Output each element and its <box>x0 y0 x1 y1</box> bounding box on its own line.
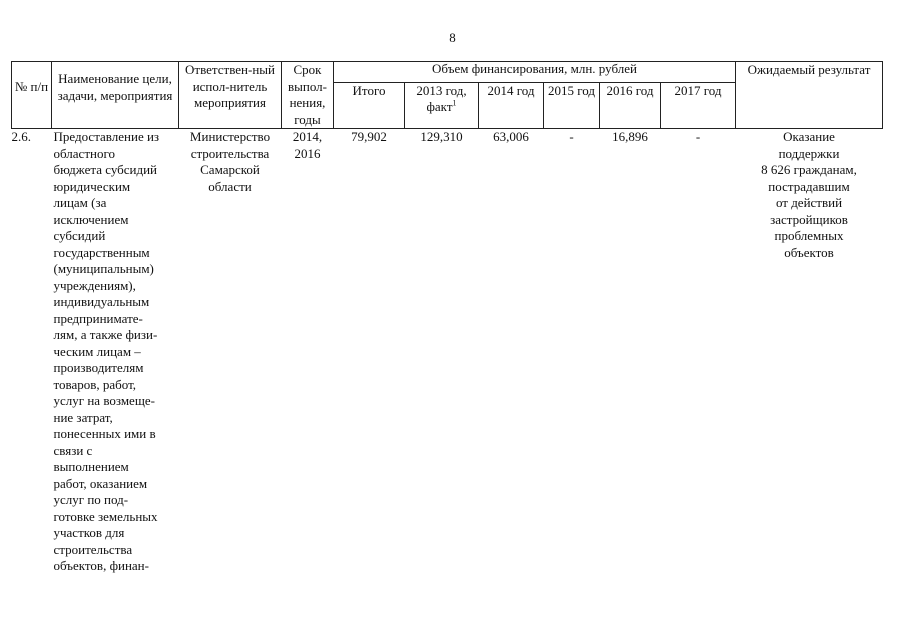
name-line: понесенных ими в <box>53 426 156 441</box>
name-line: юридическим <box>53 178 131 194</box>
header-num: № п/п <box>12 62 52 129</box>
name-line: ческим лицам – <box>53 343 141 359</box>
result-line: объектов <box>784 244 834 260</box>
header-2015: 2015 год <box>544 82 600 129</box>
name-line: услуг по под- <box>53 492 129 507</box>
page-number: 8 <box>449 30 456 45</box>
row-2013: 129,310 <box>420 129 463 144</box>
row-num: 2.6. <box>11 129 31 144</box>
name-line: лицам (за <box>53 195 107 210</box>
result-line: от действий <box>775 195 843 210</box>
name-line: учреждениям), <box>53 277 136 293</box>
header-executor: Ответствен-ный испол-нитель мероприятия <box>179 62 282 129</box>
header-total: Итого <box>334 82 405 129</box>
name-line: услуг на возмеще- <box>53 393 155 408</box>
financing-table <box>11 61 883 575</box>
result-line: проблемных <box>774 228 844 243</box>
result-line: поддержки <box>778 145 840 161</box>
term-line: 2016 <box>294 145 321 161</box>
row-result <box>736 129 883 575</box>
name-line: областного <box>53 145 115 161</box>
name-line: субсидий <box>53 228 106 243</box>
name-line: индивидуальным <box>53 294 150 309</box>
row-2015: - <box>569 129 574 144</box>
header-2016: 2016 год <box>600 82 661 129</box>
name-line: готовке земельных <box>53 508 158 524</box>
row-2017: - <box>695 129 701 144</box>
table-row <box>12 129 883 575</box>
name-line: (муниципальным) <box>53 261 154 276</box>
header-financing: Объем финансирования, млн. рублей <box>334 62 736 83</box>
row-term <box>282 129 334 575</box>
header-2014: 2014 год <box>479 82 544 129</box>
row-2016: 16,896 <box>612 129 648 144</box>
executor-line: области <box>208 178 252 194</box>
name-line: Предоставление из <box>53 129 160 144</box>
row-name <box>52 129 179 575</box>
name-line: государственным <box>53 244 150 260</box>
name-line: товаров, работ, <box>53 376 137 392</box>
header-term: Срок выпол-нения, годы <box>282 62 334 129</box>
name-line: ние затрат, <box>53 409 113 425</box>
name-line: предпринимате- <box>53 310 143 326</box>
name-line: связи с <box>53 442 93 458</box>
term-line: 2014, <box>292 129 323 144</box>
result-line: застройщиков <box>770 211 848 227</box>
name-line: производителям <box>53 360 144 375</box>
row-total: 79,902 <box>351 129 387 144</box>
executor-line: Министерство <box>189 129 271 144</box>
header-2017: 2017 год <box>661 82 736 129</box>
name-line: участков для <box>53 525 125 540</box>
executor-line: строительства <box>190 145 270 161</box>
header-name: Наименование цели, задачи, мероприятия <box>52 62 179 129</box>
row-2014: 63,006 <box>493 129 529 144</box>
result-line: Оказание <box>783 129 835 144</box>
name-line: выполнением <box>53 459 129 474</box>
name-line: бюджета субсидий <box>53 162 158 177</box>
footnote-mark: 1 <box>452 98 457 108</box>
result-line: пострадавшим <box>768 178 850 194</box>
header-result: Ожидаемый результат <box>736 62 883 129</box>
name-line: строительства <box>53 541 133 557</box>
name-line: лям, а также физи- <box>53 327 158 342</box>
name-line: работ, оказанием <box>53 475 148 491</box>
row-executor <box>179 129 282 575</box>
name-line: объектов, финан- <box>53 558 149 573</box>
result-line: 8 626 гражданам, <box>761 162 857 177</box>
header-2013: 2013 год, факт$^1$ <box>405 82 479 129</box>
executor-line: Самарской <box>200 162 260 177</box>
name-line: исключением <box>53 211 129 227</box>
